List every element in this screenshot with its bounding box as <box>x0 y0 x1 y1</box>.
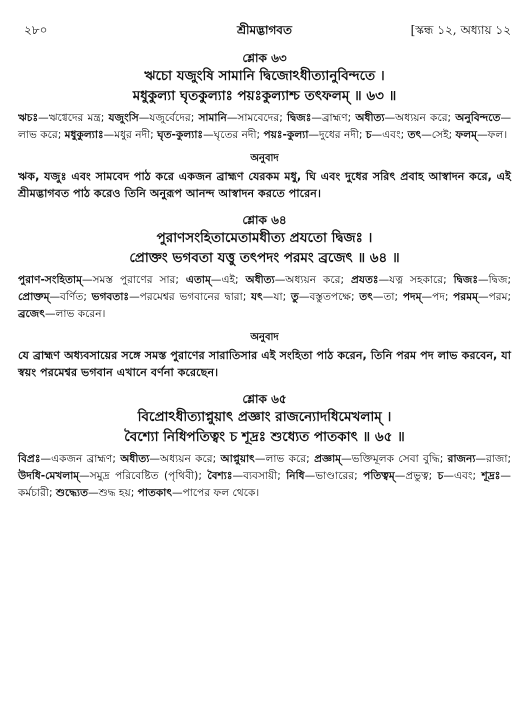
synonym-term: পুরাণ-সংহিতাম্ <box>18 274 82 286</box>
synonym-term: নিধি <box>286 470 305 482</box>
synonym-meaning: ব্রাহ্মণ <box>321 112 348 124</box>
synonym-meaning: পাপের ফল থেকে <box>182 487 256 499</box>
verse-line-2: প্রোক্তং ভগবতা যত্তু তৎপদং পরমং ব্রজেৎ ॥ ৬৪ ॥ <box>129 250 400 266</box>
verse-line-2: মধুকুল্যা ঘৃতকুল্যাঃ পয়ঃকুল্যাশ্চ তৎফলম্ ॥ ৬৩ ॥ <box>132 88 397 104</box>
synonym-term: প্রজ্ঞাম্ <box>314 453 342 465</box>
synonym-meaning: যত্ন সহকারে <box>389 274 444 286</box>
synonym-meaning: লাভ করে <box>18 129 58 141</box>
synonym-term: উদধি-মেখলাম্ <box>18 470 80 482</box>
synonym-term: আপ্নুয়াৎ <box>220 453 255 465</box>
synonym-meaning: তা <box>383 291 395 303</box>
synonym-meaning: পরম <box>488 291 508 303</box>
synonym-term: ব্রজেৎ <box>18 308 45 320</box>
synonym-term: বিপ্রঃ <box>18 453 41 465</box>
verse-64 <box>18 212 511 381</box>
synonym-term: ভগবতাঃ <box>91 291 130 303</box>
synonym-meaning: ভাণ্ডারের <box>315 470 355 482</box>
synonym-meaning: বস্তুতপক্ষে <box>309 291 351 303</box>
synonym-term: পরমম্ <box>453 291 478 303</box>
synonym-meaning: যজুর্বেদের <box>149 112 191 124</box>
synonym-term: প্রযতঃ <box>350 274 379 286</box>
verse-63 <box>18 50 511 202</box>
synonym-term: অধীত্য <box>355 112 385 124</box>
synonym-term: বৈশ্যঃ <box>207 470 233 482</box>
synonym-meaning: লাভ করে <box>265 453 307 465</box>
verse-title: শ্লোক ৬৩ <box>242 51 287 65</box>
synonym-term: পাতকাৎ <box>137 487 173 499</box>
chapter-reference: [স্কন্ধ ১২, অধ্যায় ১২ <box>410 23 511 37</box>
synonym-term: প্রোক্তম্ <box>18 291 50 303</box>
synonym-meaning: অধ্যয়ন করে <box>395 112 448 124</box>
page-number: ২৮০ <box>24 23 48 37</box>
synonym-term: তৎ <box>359 291 373 303</box>
synonyms: পুরাণ-সংহিতাম্—সমস্ত পুরাণের সার; এতাম্—এই; অধীত্য—অধ্যয়ন করে; প্রযতঃ—যত্ন সহকারে; দ্বিজঃ—দ্বিজ; প্রোক্তম্—বর্ণিত; ভগবতাঃ—পরমেশ্বর ভগবানের দ্বারা; যৎ—যা; তু—বস্তুতপক্ষে; তৎ—তা; পদম্—পদ; পরমম্—পরম; ব্রজেৎ—লাভ করেন। <box>18 274 512 320</box>
synonym-term: পতিত্বম্ <box>363 470 395 482</box>
synonym-term: ঋচঃ <box>18 112 39 124</box>
verse-title: শ্লোক ৬৫ <box>242 392 287 406</box>
verse-title: শ্লোক ৬৪ <box>242 213 287 227</box>
synonym-meaning: ব্যবসায়ী <box>243 470 278 482</box>
synonym-term: চ <box>365 129 372 141</box>
synonym-term: অনুবিন্দতে <box>455 112 501 124</box>
book-title: শ্রীমদ্ভাগবত <box>236 23 292 37</box>
translation-heading: অনুবাদ <box>250 332 279 343</box>
synonym-term: রাজন্য <box>447 453 476 465</box>
synonym-term: মধুকুল্যাঃ <box>64 129 104 141</box>
synonym-term: পদম্ <box>402 291 422 303</box>
synonym-term: তু <box>290 291 299 303</box>
verse-line-1: ঋচো যজুংষি সামানি দ্বিজোঽধীত্যানুবিন্দতে । <box>144 68 385 84</box>
synonym-meaning: সামবেদের <box>237 112 280 124</box>
synonym-meaning: রাজা <box>486 453 508 465</box>
synonym-meaning: ঘৃতের নদী <box>213 129 257 141</box>
synonym-term: এতাম্ <box>185 274 211 286</box>
verse-65 <box>18 391 511 502</box>
synonym-meaning: দুধের নদী <box>319 129 359 141</box>
synonym-meaning: শুদ্ধ হয় <box>98 487 131 499</box>
translation: ঋক, যজুঃ এবং সামবেদ পাঠ করে একজন ব্রাহ্মণ যেরকম মধু, ঘি এবং দুধের সরিৎ প্রবাহ আস্বাদন করে, এই শ্রীমদ্ভাগবত পাঠ করেও তিনি অনুরূপ আনন্দ আস্বাদন করতে পারেন। <box>18 170 511 200</box>
synonym-meaning: ভক্তিমূলক সেবা বুদ্ধি <box>351 453 440 465</box>
synonym-term: ঘৃত-কুল্যাঃ <box>157 129 204 141</box>
synonym-term: যজুংসি <box>108 112 139 124</box>
synonym-term: শুদ্ধ্যেত <box>55 487 89 499</box>
synonym-meaning: বর্ণিত <box>60 291 84 303</box>
synonym-meaning: পদ <box>432 291 445 303</box>
synonym-meaning: ঋগ্বেদের মন্ত্র <box>48 112 101 124</box>
synonym-term: পয়ঃ-কুল্যা <box>263 129 309 141</box>
synonym-meaning: মধুর নদী <box>114 129 151 141</box>
synonym-term: চ <box>437 470 444 482</box>
verse-line-2: বৈশ্যো নিধিপতিত্বং চ শূদ্রঃ শুধ্যেত পাতকাৎ ॥ ৬৫ ॥ <box>124 429 405 445</box>
synonym-term: সামানি <box>198 112 227 124</box>
synonym-meaning: একজন ব্রাহ্মণ <box>51 453 113 465</box>
synonym-meaning: পরমেশ্বর ভগবানের দ্বারা <box>139 291 243 303</box>
synonym-meaning: এবং <box>453 470 473 482</box>
synonyms: ঋচঃ—ঋগ্বেদের মন্ত্র; যজুংসি—যজুর্বেদের; সামানি—সামবেদের; দ্বিজঃ—ব্রাহ্মণ; অধীত্য—অধ্যয়ন করে; অনুবিন্দতে—লাভ করে; মধুকুল্যাঃ—মধুর নদী; ঘৃত-কুল্যাঃ—ঘৃতের নদী; পয়ঃ-কুল্যা—দুধের নদী; চ—এবং; তৎ—সেই; ফলম্—ফল। <box>18 112 512 141</box>
synonym-meaning: প্রভুত্ব <box>405 470 429 482</box>
synonym-term: তৎ <box>407 129 422 141</box>
synonym-meaning: সেই <box>431 129 449 141</box>
verse-line-1: পুরাণসংহিতামেতামধীত্য প্রযতো দ্বিজঃ । <box>156 230 373 246</box>
synonym-term: অধীত্য <box>120 453 150 465</box>
synonym-meaning: দ্বিজ <box>488 274 508 286</box>
synonym-term: অধীত্য <box>245 274 275 286</box>
synonym-meaning: অধ্যয়ন করে <box>285 274 341 286</box>
synonym-meaning: লাভ করেন <box>55 308 102 320</box>
translation-heading: অনুবাদ <box>250 153 279 164</box>
synonym-meaning: এই <box>221 274 236 286</box>
translation: যে ব্রাহ্মণ অধ্যবসায়ের সঙ্গে সমস্ত পুরাণের সারাতিসার এই সংহিতা পাঠ করেন, তিনি পরম পদ লাভ করবেন, যা স্বয়ং পরমেশ্বর ভগবান এখানে বর্ণনা করেছেন। <box>18 349 511 379</box>
synonym-term: ফলম্ <box>455 129 478 141</box>
synonym-meaning: অধ্যয়ন করে <box>160 453 213 465</box>
synonym-meaning: যা <box>273 291 283 303</box>
synonyms: বিপ্রঃ—একজন ব্রাহ্মণ; অধীত্য—অধ্যয়ন করে; আপ্নুয়াৎ—লাভ করে; প্রজ্ঞাম্—ভক্তিমূলক সেবা বুদ্ধি; রাজন্য—রাজা; উদধি-মেখলাম্—সমুদ্র পরিবেষ্টিত (পৃথিবী); বৈশ্যঃ—ব্যবসায়ী; নিধি—ভাণ্ডারের; পতিত্বম্—প্রভুত্ব; চ—এবং; শূদ্রঃ—কর্মচারী; শুদ্ধ্যেত—শুদ্ধ হয়; পাতকাৎ—পাপের ফল থেকে। <box>18 453 512 499</box>
synonym-meaning: এবং <box>382 129 401 141</box>
verse-line-1: বিপ্রোঽধীত্যাপ্নুয়াৎ প্রজ্ঞাং রাজন্যোদধিমেখলাম্ । <box>137 409 392 425</box>
synonym-meaning: ফল <box>487 129 504 141</box>
synonym-meaning: কর্মচারী <box>18 487 49 499</box>
synonym-meaning: সমস্ত পুরাণের সার <box>92 274 176 286</box>
page-header <box>18 18 511 40</box>
synonym-term: দ্বিজঃ <box>286 112 312 124</box>
synonym-meaning: সমুদ্র পরিবেষ্টিত (পৃথিবী) <box>89 470 199 482</box>
synonym-term: যৎ <box>251 291 263 303</box>
synonym-term: শূদ্রঃ <box>481 470 501 482</box>
synonym-term: দ্বিজঃ <box>453 274 479 286</box>
